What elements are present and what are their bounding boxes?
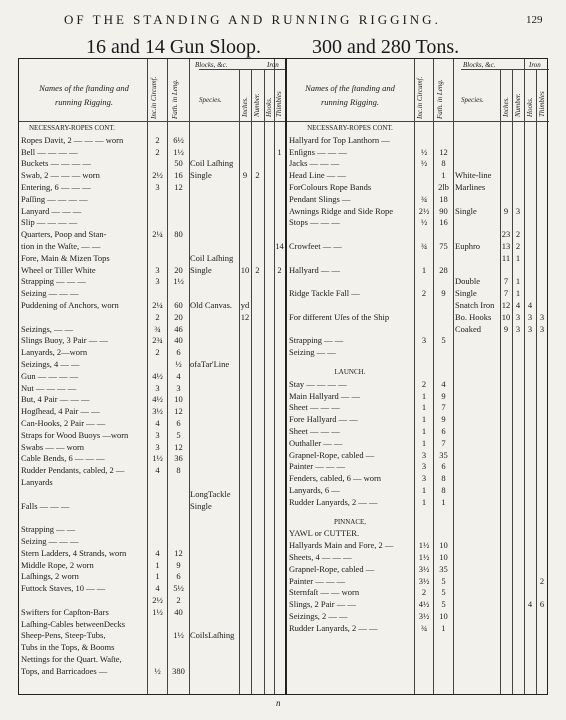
fathom-value: 40 [174,606,183,617]
rigging-name: Lanyard — — — [21,205,82,216]
circumference-value: 2½ [152,595,163,605]
block-number: 1 [515,276,521,287]
rigging-name: Hallyard — — [289,264,340,275]
rigging-name: Hallyards Main and Fore, 2 — [289,540,394,551]
fathom-value: 3 [176,382,181,393]
circumference-value: 4½ [152,370,163,381]
rigging-name: Hallyard for Top Lanthorn — [289,134,390,145]
fathom-value: 9 [441,414,446,425]
fathom-value: 5 [441,587,446,598]
col-header-names-right: Names of the ſtanding and running Rigging. [305,83,395,107]
block-inches: 12 [240,311,250,322]
fathom-value: 8 [441,485,446,495]
fathom-value: 5 [176,429,181,440]
circumference-value: 1 [421,485,427,495]
fathom-value: 12 [439,146,448,157]
fathom-value: 1 [441,622,446,633]
rigging-name: Grapnel-Rope, cabled — [289,563,375,574]
rigging-name: Wheel or Tiller White [21,264,96,275]
fathom-value: 60 [174,300,183,310]
circumference-value: 2½ [418,205,430,216]
circumference-value: ¾ [420,622,428,633]
rigging-name: Middle Rope, 2 worn [21,559,94,570]
circumference-value: ½ [154,665,161,676]
fathom-value: 1½ [173,630,184,641]
fathom-value: 1½ [173,146,184,157]
block-inches: 10 [240,264,250,275]
col-header-thimbles: Thimbles [275,91,283,117]
fathom-value: 35 [439,449,448,460]
rigging-name: Rudder Lanyards, 2 — — [289,496,378,507]
circumference-value: 2¼ [152,300,163,310]
block-species: Coaked [455,323,481,334]
circumference-value: 3 [155,441,160,452]
circumference-value: 4½ [418,599,430,610]
rigging-name: Outhaller — — [289,437,343,448]
circumference-value: ½ [420,217,428,228]
rigging-name: Jacks — — — [289,158,340,169]
col-header-number-right: Number. [514,93,522,117]
fathom-value: 7 [441,437,446,448]
iron-hooks: 4 [527,300,533,310]
col-header-circ: Inc.in Circumf. [150,76,158,119]
circumference-value: 4 [155,583,160,594]
rigging-name: Entering, 6 — — — [21,182,91,192]
block-inches: 13 [501,241,511,251]
circumference-value: 3 [421,335,427,346]
subtitle-left: 16 and 14 Gun Sloop. [86,36,261,58]
block-species: Single [455,205,477,216]
fathom-value: 380 [172,665,185,676]
circumference-value: 4 [155,465,160,476]
circumference-value: 2 [155,347,160,358]
block-species: Euphro [455,241,481,251]
rigging-name: Stops — — — [289,217,340,228]
circumference-value: 3 [155,382,160,393]
circumference-value: 3 [421,473,427,484]
circumference-value: 3½ [418,611,430,621]
fathom-value: 10 [439,540,448,551]
rigging-name: Seizing — — [289,347,336,358]
rigging-name: Quarters, Poop and Stan- [21,229,107,240]
fathom-value: 12 [174,547,183,558]
col-header-iron-right: Iron [529,61,541,69]
circumference-value: 1 [155,571,160,582]
circumference-value: ¾ [420,193,428,204]
circumference-value: ½ [420,146,428,157]
rigging-name: Head Line — — [289,170,346,181]
col-header-fath-right: Fath. in Leng. [436,79,444,119]
rigging-name: Sheet — — — [289,426,340,436]
block-number: 2 [255,264,260,275]
block-inches: 10 [501,311,511,322]
fathom-value: 90 [439,205,448,216]
rigging-name: Futtock Staves, 10 — — [21,583,106,594]
rigging-name: Seizings, 2 — — [289,611,348,621]
circumference-value: 4½ [152,394,163,405]
circumference-value: 2 [421,378,427,389]
fathom-value: 16 [439,217,448,228]
rigging-name: Seizings, — — [21,323,74,334]
page-number: 129 [526,14,543,26]
fathom-value: 7 [441,402,446,413]
fathom-value: 6½ [173,134,184,145]
circumference-value: 1 [421,426,427,436]
rigging-table [18,58,548,695]
rigging-name: Sheep-Pens, Steep-Tubs, [21,630,106,641]
fathom-value: 10 [439,611,448,621]
circumference-value: 1 [421,437,427,448]
circumference-value: 2½ [152,170,163,181]
fathom-value: 5½ [173,583,184,594]
rigging-name: Painter — — — [289,575,345,586]
circumference-value: 1 [421,264,427,275]
block-species: Double [455,276,481,287]
fathom-value: 9 [441,390,446,401]
rigging-name: Swabs — — worn [21,441,85,452]
circumference-value: 3½ [418,575,430,586]
fathom-value: 35 [439,563,448,574]
fathom-value: 10 [174,394,183,405]
rigging-name: Hogſhead, 4 Pair — — [21,406,100,417]
block-species: Coil Laſhing [190,158,234,169]
fathom-value: 36 [174,453,183,464]
rigging-name: Strapping — — [289,335,344,346]
rigging-name: For different Uſes of the Ship [289,311,390,322]
circumference-value: 2 [155,134,160,145]
col-header-fath: Fath. in Leng. [171,79,179,119]
iron-thimbles: 3 [539,311,545,322]
fathom-value: 6 [176,418,181,428]
rigging-name: Main Hallyard — — [289,390,361,401]
rigging-name: Puddening of Anchors, worn [21,300,119,310]
fathom-value: 1 [441,170,446,181]
block-species: CoilsLaſhing [190,630,235,641]
fathom-value: 20 [174,264,183,275]
block-species: White-line [455,170,492,181]
rigging-name: tion in the Waſte, — — [21,241,101,251]
rigging-name: Ropes Davit, 2 — — — worn [21,134,124,145]
rigging-name: Sheet — — — [289,402,340,413]
col-header-circ-right: Inc.in Circumf. [416,76,424,119]
block-species: Coil Laſhing [190,252,234,263]
rigging-name: Fenders, cabled, 6 — worn [289,473,382,484]
fathom-value: 75 [439,241,448,251]
rigging-name: Fore Hallyard — — [289,414,358,425]
rigging-name: Swab, 2 — — — worn [21,170,100,181]
circumference-value: 3½ [418,563,430,574]
rigging-name: Buckets — — — — [21,158,91,169]
circumference-value: 1 [421,414,427,425]
fathom-value: 6 [441,461,446,472]
circumference-value: 2 [421,288,427,299]
iron-thimbles: 3 [539,323,545,334]
rigging-name: Strapping — — [21,524,76,535]
block-species: Old Canvas. [190,300,233,310]
circumference-value: 3 [155,182,160,192]
block-inches: yd [240,300,250,310]
circumference-value: 1 [421,390,427,401]
fathom-value: 5 [441,575,446,586]
circumference-value: 2¼ [152,229,163,240]
rigging-name: Laſhings, 2 worn [21,571,79,582]
rigging-name: Grapnel-Rope, cabled — [289,449,375,460]
col-header-number: Number. [253,93,261,117]
fathom-value: 8 [176,465,181,476]
fathom-value: 12 [174,406,183,417]
circumference-value: 1½ [152,606,163,617]
fathom-value: 1½ [173,276,184,287]
circumference-value: 1½ [418,552,430,562]
fathom-value: 46 [174,323,183,334]
rigging-name: Slip — — — — [21,217,78,228]
block-number: 4 [515,300,521,310]
block-species: LongTackle [190,488,231,499]
rigging-name: Stern Ladders, 4 Strands, worn [21,547,127,558]
rigging-name: Crowfeet — — [289,241,342,251]
rigging-name: Nettings for the Quart. Waſte, [21,654,122,664]
circumference-value: 2 [155,146,160,157]
fathom-value: 28 [439,264,448,275]
rigging-name: Gun — — — — [21,370,79,381]
fathom-value: 6 [176,347,181,358]
block-species: Single [190,264,212,275]
rigging-name: Straps for Wood Buoys —worn [21,429,129,440]
circumference-value: 2 [155,311,160,322]
rigging-name: Slings, 2 Pair — — [289,599,356,610]
circumference-value: ¾ [154,323,161,334]
section-heading: LAUNCH. [334,368,366,376]
rigging-name: Lanyards [21,477,53,487]
rigging-name: Enſigns — — — [289,146,347,157]
fathom-value: 80 [174,229,183,240]
running-title: OF THE STANDING AND RUNNING RIGGING. [64,12,441,27]
circumference-value: 1 [421,496,427,507]
block-species: Single [190,500,212,511]
subtitle-right: 300 and 280 Tons. [312,36,460,58]
fathom-value: 8 [441,473,446,484]
col-header-iron: Iron [267,61,279,69]
circumference-value: 1 [421,402,427,413]
rigging-name: Sternfaſt — — worn [289,587,360,598]
block-species: ofaTar'Line [190,359,230,369]
rigging-name: Tubs in the Tops, & Booms [21,642,115,653]
rigging-name: Paſſing — — — — [21,193,88,204]
fathom-value: 2 [176,595,181,605]
fathom-value: 9 [176,559,181,570]
block-number: 3 [515,311,521,322]
fathom-value: 6 [441,426,446,436]
fathom-value: 9 [441,288,446,299]
block-inches: 9 [503,323,509,334]
rigging-name: Nut — — — — [21,382,77,393]
fathom-value: 4 [441,378,446,389]
fathom-value: 2lb [438,182,449,192]
circumference-value: ½ [420,158,428,169]
rigging-name: Stay — — — — [289,378,347,389]
rigging-name: Strapping — — — [21,276,86,287]
rigging-name: Lanyards, 6 — [289,485,340,495]
block-species: Single [455,288,477,299]
circumference-value: 4 [155,418,160,428]
rigging-name: But, 4 Pair — — — [21,394,90,405]
block-inches: 7 [503,288,509,299]
rigging-name: Seizing — — — [21,536,79,546]
block-inches: 9 [242,170,248,181]
block-inches: 23 [501,229,511,240]
fathom-value: ½ [175,359,182,369]
fathom-value: 8 [441,158,446,169]
circumference-value: ¾ [420,241,428,251]
iron-hooks: 3 [527,311,533,322]
iron-thimbles: 6 [539,599,545,610]
rigging-name: Laſhing-Cables betweenDecks [21,618,126,629]
block-number: 3 [515,323,521,334]
block-inches: 9 [503,205,509,216]
rigging-name: Cable Bends, 6 — — — [21,453,105,464]
fathom-value: 40 [174,335,183,346]
block-number: 3 [515,205,521,216]
fathom-value: 20 [174,311,183,322]
rigging-name: NECESSARY-ROPES CONT. [29,124,115,132]
circumference-value: 4 [155,547,160,558]
iron-hooks: 4 [527,599,533,610]
rigging-name: Tops, and Barricadoes — [21,665,108,676]
fathom-value: 6 [176,571,181,582]
circumference-value: 2 [421,587,427,598]
block-number: 2 [515,241,521,251]
col-header-hooks-right: Hooks. [526,97,534,117]
block-number: 1 [515,288,521,299]
block-species: Bo. Hooks [455,311,492,322]
rigging-name: Can-Hooks, 2 Pair — — [21,418,106,428]
block-species: Snatch Iron [455,300,495,310]
rigging-name: Painter — — — [289,461,345,472]
page-header [0,6,566,56]
rigging-name: YAWL or CUTTER. [289,528,360,539]
block-number: 1 [515,252,521,263]
circumference-value: 1½ [418,540,430,551]
fathom-value: 1 [441,496,446,507]
col-header-species: Species. [199,96,222,104]
iron-hooks: 3 [527,323,533,334]
col-header-thimbles-right: Thimbles [538,91,546,117]
block-inches: 12 [501,300,511,310]
footer-mark: n [276,698,281,708]
col-header-blocks-right: Blocks, &c. [463,61,496,69]
rigging-name: Lanyards, 2—worn [21,347,88,358]
fathom-value: 12 [174,182,183,192]
rigging-name: Seizings, 4 — — [21,359,80,369]
circumference-value: 1½ [152,453,163,464]
rigging-name: ForColours Rope Bands [289,182,372,192]
rigging-name: Rudder Pendants, cabled, 2 — [21,465,125,476]
col-header-species-right: Species. [461,96,484,104]
rigging-name: Slings Buoy, 3 Pair — — [21,335,108,346]
section-heading: PINNACE, [333,517,367,526]
circumference-value: 3 [421,461,427,472]
iron-thimbles: 2 [539,575,545,586]
rigging-name: Bell — — — — [21,146,78,157]
circumference-value: 1 [155,559,160,570]
fathom-value: 12 [174,441,183,452]
rigging-name: Awnings Ridge and Side Rope [289,205,394,216]
iron-thimbles: 2 [277,264,282,275]
fathom-value: 50 [174,158,183,169]
header-rule [19,121,549,122]
fathom-value: 5 [441,599,446,610]
circumference-value: 3 [155,264,160,275]
rigging-name: Rudder Lanyards, 2 — — [289,622,378,633]
circumference-value: 3 [155,429,160,440]
rigging-name: Fore, Main & Mizen Tops [21,252,110,263]
circumference-value: 3 [421,449,427,460]
block-number: 2 [515,229,521,240]
block-species: Marlines [455,182,486,192]
fathom-value: 4 [176,370,181,381]
block-number: 2 [255,170,260,181]
col-header-hooks: Hooks. [265,97,273,117]
block-inches: 7 [503,276,509,287]
rigging-name: Seizing — — — [21,288,79,299]
col-header-blocks: Blocks, &c. [195,61,228,69]
col-header-inches-right: Inches. [502,96,510,117]
col-header-names: Names of the ſtanding and running Rigging. [39,83,129,107]
iron-thimbles: 14 [275,241,284,251]
block-inches: 11 [501,252,511,263]
fathom-value: 5 [441,335,446,346]
section-heading: NECESSARY-ROPES CONT. [307,124,393,132]
fathom-value: 18 [439,193,448,204]
fathom-value: 16 [174,170,183,181]
rigging-name: Ridge Tackle Fall — [289,288,360,299]
iron-thimbles: 1 [277,146,282,157]
rigging-name: Sheets, 4 — — — [289,552,352,562]
rigging-name: Falls — — — [21,500,70,511]
fathom-value: 10 [439,552,448,562]
circumference-value: 3 [155,276,160,287]
block-species: Single [190,170,212,181]
col-header-inches: Inches. [241,96,249,117]
circumference-value: 3½ [152,406,163,417]
rigging-name: Swifters for Capſton-Bars [21,606,109,617]
rigging-name: Pendant Slings — [289,193,351,204]
circumference-value: 2¾ [152,335,163,346]
